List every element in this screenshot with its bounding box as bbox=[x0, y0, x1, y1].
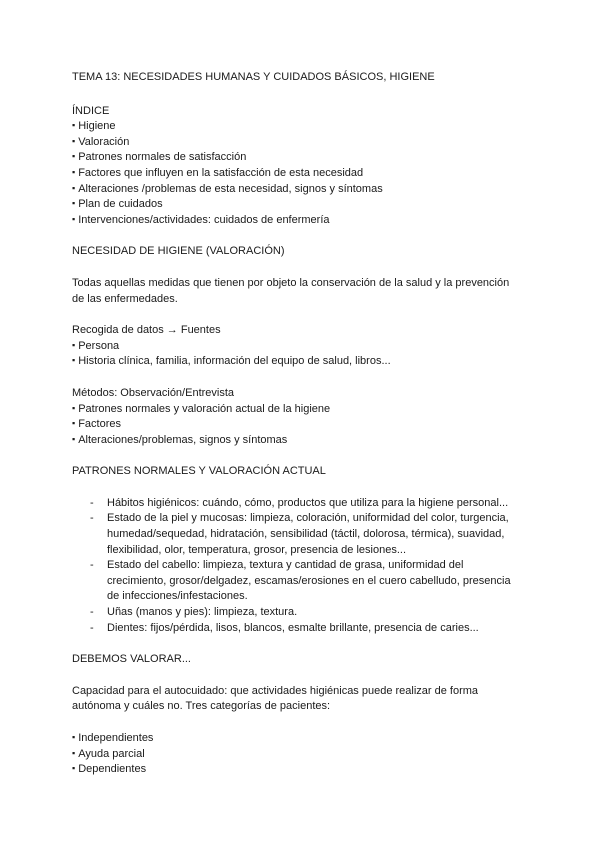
self-care-paragraph-line: autónoma y cuáles no. Tres categorías de pacientes: bbox=[72, 700, 331, 713]
section-heading-hygiene: NECESIDAD DE HIGIENE (VALORACIÓN) bbox=[72, 245, 285, 258]
list-item: - Hábitos higiénicos: cuándo, cómo, productos que utiliza para la higiene personal... bbox=[72, 496, 522, 512]
list-item: ▪ Factores que influyen en la satisfacción de esta necesidad bbox=[72, 166, 528, 182]
list-item: ▪ Factores bbox=[72, 417, 528, 433]
list-item: - Estado de la piel y mucosas: limpieza, coloración, uniformidad del color, turgencia, humedad/sequedad, hidratación, sensibilidad (táctil, dolorosa, térmica), suavidad, flexibilidad, olor, temperatura, grosor, presencia de lesiones... bbox=[90, 512, 509, 556]
dash-bullet: - bbox=[90, 621, 94, 634]
list-item: ▪ Patrones normales y valoración actual de la higiene bbox=[72, 402, 528, 418]
document-page bbox=[72, 70, 528, 778]
list-item: - Uñas (manos y pies): limpieza, textura. bbox=[72, 605, 522, 621]
definition-paragraph-line: de las enfermedades. bbox=[72, 292, 178, 305]
definition-paragraph-line: Todas aquellas medidas que tienen por objeto la conservación de la salud y la prevención bbox=[72, 276, 510, 289]
list-item: ▪ Higiene bbox=[72, 119, 528, 135]
list-item: ▪ Alteraciones /problemas de esta necesidad, signos y síntomas bbox=[72, 182, 528, 198]
list-item: - Dientes: fijos/pérdida, lisos, blancos, esmalte brillante, presencia de caries... bbox=[72, 621, 522, 637]
dash-bullet: - bbox=[90, 512, 94, 525]
dash-bullet: - bbox=[90, 559, 94, 572]
list-item: ▪ Dependientes bbox=[72, 762, 528, 778]
list-item: ▪ Plan de cuidados bbox=[72, 197, 528, 213]
list-item: ▪ Alteraciones/problemas, signos y síntomas bbox=[72, 433, 528, 449]
index-list bbox=[72, 119, 528, 228]
list-item: - Estado del cabello: limpieza, textura y cantidad de grasa, uniformidad del crecimiento, grosor/delgadez, escamas/erosiones en el cuero cabelludo, presencia de infecciones/infestaciones. bbox=[90, 559, 511, 603]
section-heading-patterns: PATRONES NORMALES Y VALORACIÓN ACTUAL bbox=[72, 465, 326, 478]
list-item: ▪ Patrones normales de satisfacción bbox=[72, 150, 528, 166]
self-care-paragraph-line: Capacidad para el autocuidado: que actividades higiénicas puede realizar de forma bbox=[72, 684, 479, 697]
dash-bullet: - bbox=[90, 606, 94, 619]
index-heading: ÍNDICE bbox=[72, 104, 110, 117]
data-collection-heading: Recogida de datos → Fuentes bbox=[72, 324, 221, 337]
methods-heading: Métodos: Observación/Entrevista bbox=[72, 386, 235, 399]
list-item: ▪ Valoración bbox=[72, 135, 528, 151]
list-item: ▪ Independientes bbox=[72, 731, 528, 747]
patterns-list bbox=[72, 496, 528, 636]
dash-bullet: - bbox=[90, 496, 94, 509]
list-item: ▪ Ayuda parcial bbox=[72, 747, 528, 763]
section-heading-assess: DEBEMOS VALORAR... bbox=[72, 653, 191, 666]
list-item: ▪ Persona bbox=[72, 339, 528, 355]
list-item: ▪ Historia clínica, familia, información del equipo de salud, libros... bbox=[72, 354, 528, 370]
document-title: TEMA 13: NECESIDADES HUMANAS Y CUIDADOS BÁSICOS, HIGIENE bbox=[72, 71, 435, 83]
list-item: ▪ Intervenciones/actividades: cuidados de enfermería bbox=[72, 213, 528, 229]
